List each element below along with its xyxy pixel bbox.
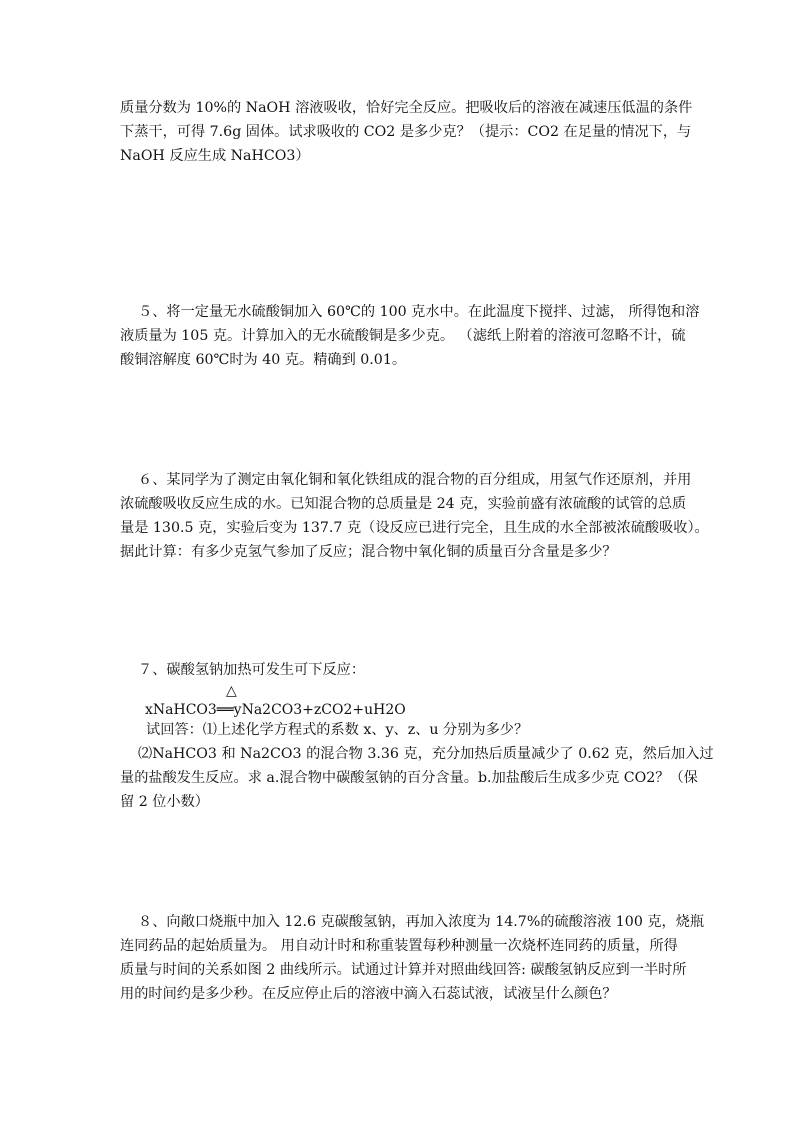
question-6-line: 浓硫酸吸收反应生成的水。已知混合物的总质量是 24 克，实验前盛有浓硫酸的试管的总质	[120, 496, 687, 512]
chemical-equation: xNaHCO3══yNa2CO3+zCO2+uH2O	[145, 702, 406, 718]
question-4-text	[120, 96, 693, 168]
question-7-sub2	[120, 742, 714, 814]
question-7-intro	[120, 658, 680, 682]
question-5-line: ５、将一定量无水硫酸铜加入 60℃的 100 克水中。在此温度下搅拌、过滤， 所得饱和溶	[138, 304, 700, 320]
question-7-sub2-line: 留 2 位小数）	[120, 794, 209, 810]
question-8-line: ８、向敞口烧瓶中加入 12.6 克碳酸氢钠，再加入浓度为 14.7%的硫酸溶液 100 克，烧瓶	[138, 914, 705, 930]
question-6-line: 据此计算：有多少克氢气参加了反应；混合物中氧化铜的质量百分含量是多少？	[120, 544, 617, 560]
question-7-sub2-line: 量的盐酸发生反应。求 a.混合物中碳酸氢钠的百分含量。b.加盐酸后生成多少克 CO2？（保	[120, 770, 698, 786]
question-8-line: 质量与时间的关系如图 2 曲线所示。试通过计算并对照曲线回答: 碳酸氢钠反应到一半时所	[120, 962, 687, 978]
question-8-line: 用的时间约是多少秒。在反应停止后的溶液中滴入石蕊试液，试液呈什么颜色？	[120, 986, 617, 1002]
heat-symbol: △	[226, 683, 237, 699]
question-8-line: 连同药品的起始质量为。 用自动计时和称重装置每秒种测量一次烧杯连同药的质量，所得	[120, 938, 678, 954]
question-6-line: ６、某同学为了测定由氧化铜和氧化铁组成的混合物的百分组成，用氢气作还原剂，并用	[138, 472, 692, 488]
question-8-text	[120, 910, 705, 1006]
question-7-sub2-line: ⑵NaHCO3 和 Na2CO3 的混合物 3.36 克，充分加热后质量减少了 0.62 克，然后加入过	[138, 746, 714, 762]
question-5-line: 液质量为 105 克。计算加入的无水硫酸铜是多少克。 （滤纸上附着的溶液可忽略不计，硫	[120, 328, 686, 344]
question-6-text	[120, 468, 709, 564]
question-4-line: 质量分数为 10%的 NaOH 溶液吸收，恰好完全反应。把吸收后的溶液在减速压低温的条件	[120, 100, 693, 116]
question-4-line: NaOH 反应生成 NaHCO3）	[120, 148, 310, 164]
question-5-text	[120, 300, 700, 372]
question-5-line: 酸铜溶解度 60℃时为 40 克。精确到 0.01。	[120, 352, 407, 368]
question-4-line: 下蒸干，可得 7.6g 固体。试求吸收的 CO2 是多少克？（提示：CO2 在足量的情况下，与	[120, 124, 692, 140]
question-7-sub1: 试回答：⑴上述化学方程式的系数 x、y、z、u 分别为多少？	[146, 722, 529, 738]
question-7-intro-line: ７、碳酸氢钠加热可发生可下反应：	[138, 662, 366, 678]
question-6-line: 量是 130.5 克，实验后变为 137.7 克（设反应已进行完全，且生成的水全部被浓硫酸吸收）。	[120, 520, 709, 536]
